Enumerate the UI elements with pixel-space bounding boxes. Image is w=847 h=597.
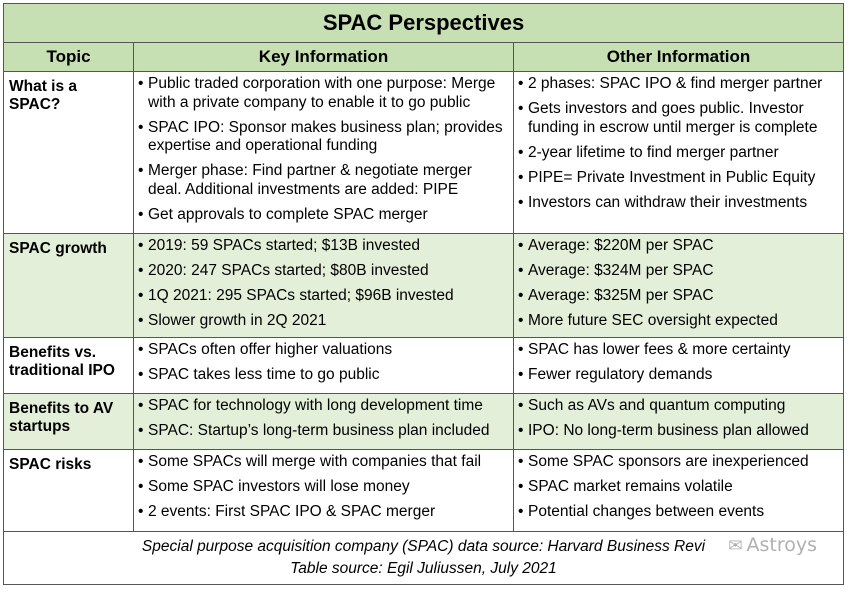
header-other-information: Other Information	[514, 43, 844, 72]
other-info-cell	[514, 394, 844, 450]
list-item: • More future SEC oversight expected	[517, 312, 839, 331]
topic-cell: SPAC growth	[4, 234, 134, 338]
watermark-text: Astroys	[746, 534, 818, 556]
spac-table-sheet	[3, 3, 843, 592]
list-item: • SPAC: Startup’s long-term business plan included	[137, 422, 509, 441]
topic-cell: Benefits vs. traditional IPO	[4, 338, 134, 394]
list-item: • Investors can withdraw their investments	[517, 194, 839, 213]
other-info-cell	[514, 72, 844, 234]
list-item: • Public traded corporation with one purpose: Merge with a private company to enable it to go public	[137, 75, 509, 112]
list-item: • Fewer regulatory demands	[517, 366, 839, 385]
list-item: • 1Q 2021: 295 SPACs started; $96B invested	[137, 287, 509, 306]
list-item: • Average: $220M per SPAC	[517, 237, 839, 256]
footer-table-source: Table source: Egil Juliussen, July 2021	[290, 560, 557, 577]
list-item: • Gets investors and goes public. Investor funding in escrow until merger is complete	[517, 100, 839, 137]
list-item: • Average: $325M per SPAC	[517, 287, 839, 306]
list-item: • Slower growth in 2Q 2021	[137, 312, 509, 331]
list-item: • SPAC IPO: Sponsor makes business plan; provides expertise and operational funding	[137, 119, 509, 156]
header-key-information: Key Information	[134, 43, 514, 72]
watermark	[728, 534, 817, 557]
wechat-icon: ✉	[728, 536, 743, 556]
table-row	[4, 450, 844, 532]
footer-data-source: Special purpose acquisition company (SPAC) data source: Harvard Business Revi	[141, 538, 706, 555]
list-item: • SPAC has lower fees & more certainty	[517, 341, 839, 360]
header-topic: Topic	[4, 43, 134, 72]
other-info-cell	[514, 338, 844, 394]
list-item: • 2-year lifetime to find merger partner	[517, 144, 839, 163]
list-item: • 2 events: First SPAC IPO & SPAC merger	[137, 503, 509, 522]
list-item: • Some SPAC investors will lose money	[137, 478, 509, 497]
topic-cell: Benefits to AV startups	[4, 394, 134, 450]
list-item: • Such as AVs and quantum computing	[517, 397, 839, 416]
key-info-cell	[134, 72, 514, 234]
list-item: • Merger phase: Find partner & negotiate merger deal. Additional investments are added: PIPE	[137, 162, 509, 199]
list-item: • SPAC market remains volatile	[517, 478, 839, 497]
topic-cell: What is a SPAC?	[4, 72, 134, 234]
key-info-cell	[134, 450, 514, 532]
list-item: • SPACs often offer higher valuations	[137, 341, 509, 360]
list-item: • SPAC for technology with long development time	[137, 397, 509, 416]
key-info-cell	[134, 338, 514, 394]
list-item: • Potential changes between events	[517, 503, 839, 522]
list-item: • Some SPACs will merge with companies that fail	[137, 453, 509, 472]
table-row	[4, 72, 844, 234]
list-item: • Average: $324M per SPAC	[517, 262, 839, 281]
table-footer	[4, 532, 844, 585]
spac-table	[3, 3, 844, 585]
list-item: • Get approvals to complete SPAC merger	[137, 206, 509, 225]
topic-cell: SPAC risks	[4, 450, 134, 532]
list-item: • 2020: 247 SPACs started; $80B invested	[137, 262, 509, 281]
other-info-cell	[514, 234, 844, 338]
key-info-cell	[134, 234, 514, 338]
list-item: • PIPE= Private Investment in Public Equity	[517, 169, 839, 188]
list-item: • 2019: 59 SPACs started; $13B invested	[137, 237, 509, 256]
list-item: • 2 phases: SPAC IPO & find merger partner	[517, 75, 839, 94]
list-item: • Some SPAC sponsors are inexperienced	[517, 453, 839, 472]
table-title: SPAC Perspectives	[4, 4, 844, 43]
list-item: • IPO: No long-term business plan allowed	[517, 422, 839, 441]
table-row	[4, 394, 844, 450]
list-item: • SPAC takes less time to go public	[137, 366, 509, 385]
table-row	[4, 234, 844, 338]
key-info-cell	[134, 394, 514, 450]
other-info-cell	[514, 450, 844, 532]
table-row	[4, 338, 844, 394]
